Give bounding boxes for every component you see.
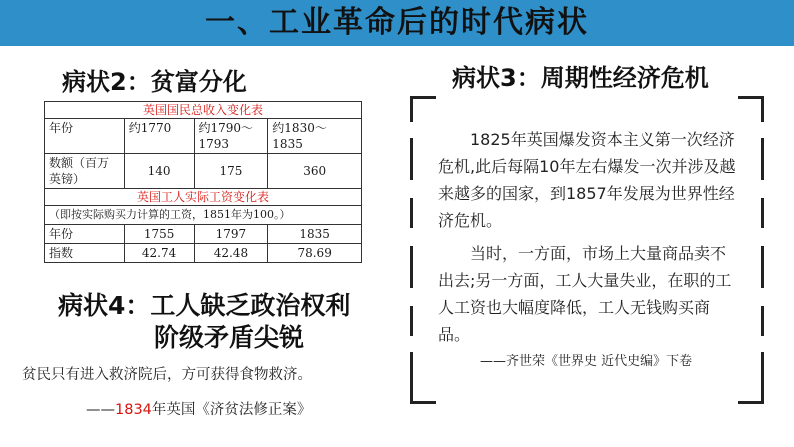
quote-source: ——齐世荣《世界史 近代史编》下卷 bbox=[480, 354, 693, 369]
symptom-3-heading: 病状3：周期性经济危机 bbox=[452, 64, 709, 92]
table-row bbox=[45, 244, 362, 263]
table-cell: 指数 bbox=[45, 244, 125, 263]
source-dash: —— bbox=[86, 402, 115, 418]
table-cell: 约1770 bbox=[124, 119, 194, 154]
table-cell: 数额（百万英镑） bbox=[45, 154, 125, 189]
table-cell: 1755 bbox=[124, 225, 194, 244]
poor-law-text: 贫民只有进入救济院后，方可获得食物救济。 bbox=[22, 367, 312, 383]
table-row bbox=[45, 225, 362, 244]
income-table-caption: 英国国民总收入变化表 bbox=[45, 102, 362, 119]
table-cell: 175 bbox=[194, 154, 268, 189]
symptom-4-heading bbox=[58, 290, 350, 354]
source-year: 1834 bbox=[115, 402, 152, 418]
quote-paragraph-1: 1825年英国爆发资本主义第一次经济危机,此后每隔10年左右爆发一次并涉及越来越多的国家，到1857年发展为世界性经济危机。 bbox=[438, 130, 736, 230]
table-cell: 360 bbox=[268, 154, 362, 189]
slide-title: 一、工业革命后的时代病状 bbox=[205, 5, 589, 40]
table-cell: 42.74 bbox=[124, 244, 194, 263]
table-cell: 年份 bbox=[45, 119, 125, 154]
statistics-table bbox=[44, 101, 362, 263]
wage-table-caption: 英国工人实际工资变化表 bbox=[45, 189, 362, 206]
table-cell: 78.69 bbox=[268, 244, 362, 263]
table-row bbox=[45, 154, 362, 189]
table-cell: 约1790～1793 bbox=[194, 119, 268, 154]
source-title: 年英国《济贫法修正案》 bbox=[151, 402, 312, 418]
table-row bbox=[45, 119, 362, 154]
symptom-2-heading: 病状2：贫富分化 bbox=[62, 68, 247, 96]
quote-paragraph-2: 当时，一方面，市场上大量商品卖不出去;另一方面，工人大量失业，在职的工人工资也大幅度降低，工人无钱购买商品。 bbox=[438, 244, 732, 344]
symptom-4-line2: 阶级矛盾尖锐 bbox=[154, 323, 305, 352]
table-cell: 42.48 bbox=[194, 244, 268, 263]
table-cell: 约1830～1835 bbox=[268, 119, 362, 154]
symptom-4-line1: 病状4：工人缺乏政治权利 bbox=[58, 291, 351, 320]
wage-table-subcaption: （即按实际购买力计算的工资，1851年为100。） bbox=[45, 206, 362, 225]
table-cell: 1835 bbox=[268, 225, 362, 244]
table-cell: 年份 bbox=[45, 225, 125, 244]
table-cell: 1797 bbox=[194, 225, 268, 244]
poor-law-source bbox=[86, 398, 311, 419]
table-cell: 140 bbox=[124, 154, 194, 189]
